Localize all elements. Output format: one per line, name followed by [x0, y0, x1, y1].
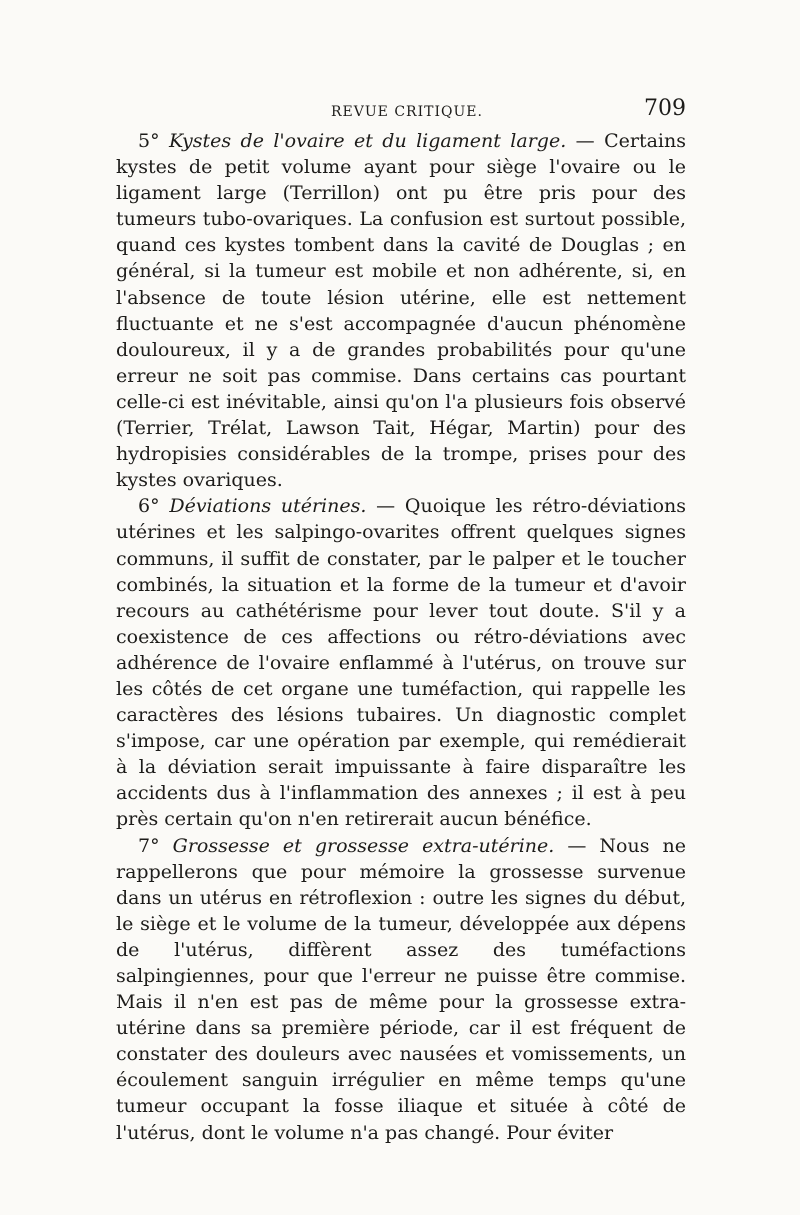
page-number: 709	[644, 96, 686, 121]
paragraph-text: — Quoique les rétro-déviations utérines et les salpingo-ovarites offrent quelques signes communs, il suffit de constater, par le palper et le toucher combinés, la situation et la forme de la tumeur et d'avoir recours au cathétérisme pour lever tout doute. S'il y a coexistence de ces affections ou rétro-déviations avec adhérence de l'ovaire enflammé à l'utérus, on trouve sur les côtés de cet organe une tuméfaction, qui rappelle les caractères des lésions tubaires. Un diagnostic complet s'impose, car une opération par exemple, qui remédierait à la déviation serait impuissante à faire disparaître les accidents dus à l'inflammation des annexes ; il est à peu près certain qu'on n'en retirerait aucun bénéfice.	[116, 495, 686, 831]
section-title: Kystes de l'ovaire et du ligament large.	[169, 130, 567, 152]
paragraph-text: — Certains kystes de petit volume ayant pour siège l'ovaire ou le ligament large (Terrillon) ont pu être pris pour des tumeurs tubo-ovariques. La confusion est surtout possible, quand ces kystes tombent dans la cavité de Douglas ; en général, si la tumeur est mobile et non adhérente, si, en l'absence de toute lésion utérine, elle est nettement fluctuante et ne s'est accompagnée d'aucun phénomène douloureux, il y a de grandes probabilités pour qu'une erreur ne soit pas commise. Dans certains cas pourtant celle-ci est inévitable, ainsi qu'on l'a plusieurs fois observé (Terrier, Trélat, Lawson Tait, Hégar, Martin) pour des hydropisies considérables de la trompe, prises pour des kystes ovariques.	[116, 130, 686, 492]
paragraph-deviations	[116, 493, 686, 832]
section-title: Grossesse et grossesse extra-utérine.	[172, 834, 555, 857]
section-title: Déviations utérines.	[169, 495, 367, 518]
section-number: 5°	[138, 130, 160, 152]
paragraph-grossesse	[116, 833, 686, 1146]
paragraph-kystes	[116, 128, 686, 493]
page-header	[118, 96, 686, 126]
body-text	[116, 128, 686, 1146]
running-title: REVUE CRITIQUE.	[331, 104, 483, 120]
section-number: 7°	[138, 834, 160, 857]
section-number: 6°	[138, 495, 160, 518]
paragraph-text: — Nous ne rappellerons que pour mémoire la grossesse survenue dans un utérus en rétroflexion : outre les signes du début, le siège et le volume de la tumeur, développée aux dépens de l'utérus, diffèrent assez des tuméfactions salpingiennes, pour que l'erreur ne puisse être commise. Mais il n'en est pas de même pour la grossesse extra-utérine dans sa première période, car il est fréquent de constater des douleurs avec nausées et vomissements, un écoulement sanguin irrégulier en même temps qu'une tumeur occupant la fosse iliaque et située à côté de l'utérus, dont le volume n'a pas changé. Pour éviter	[116, 834, 686, 1144]
